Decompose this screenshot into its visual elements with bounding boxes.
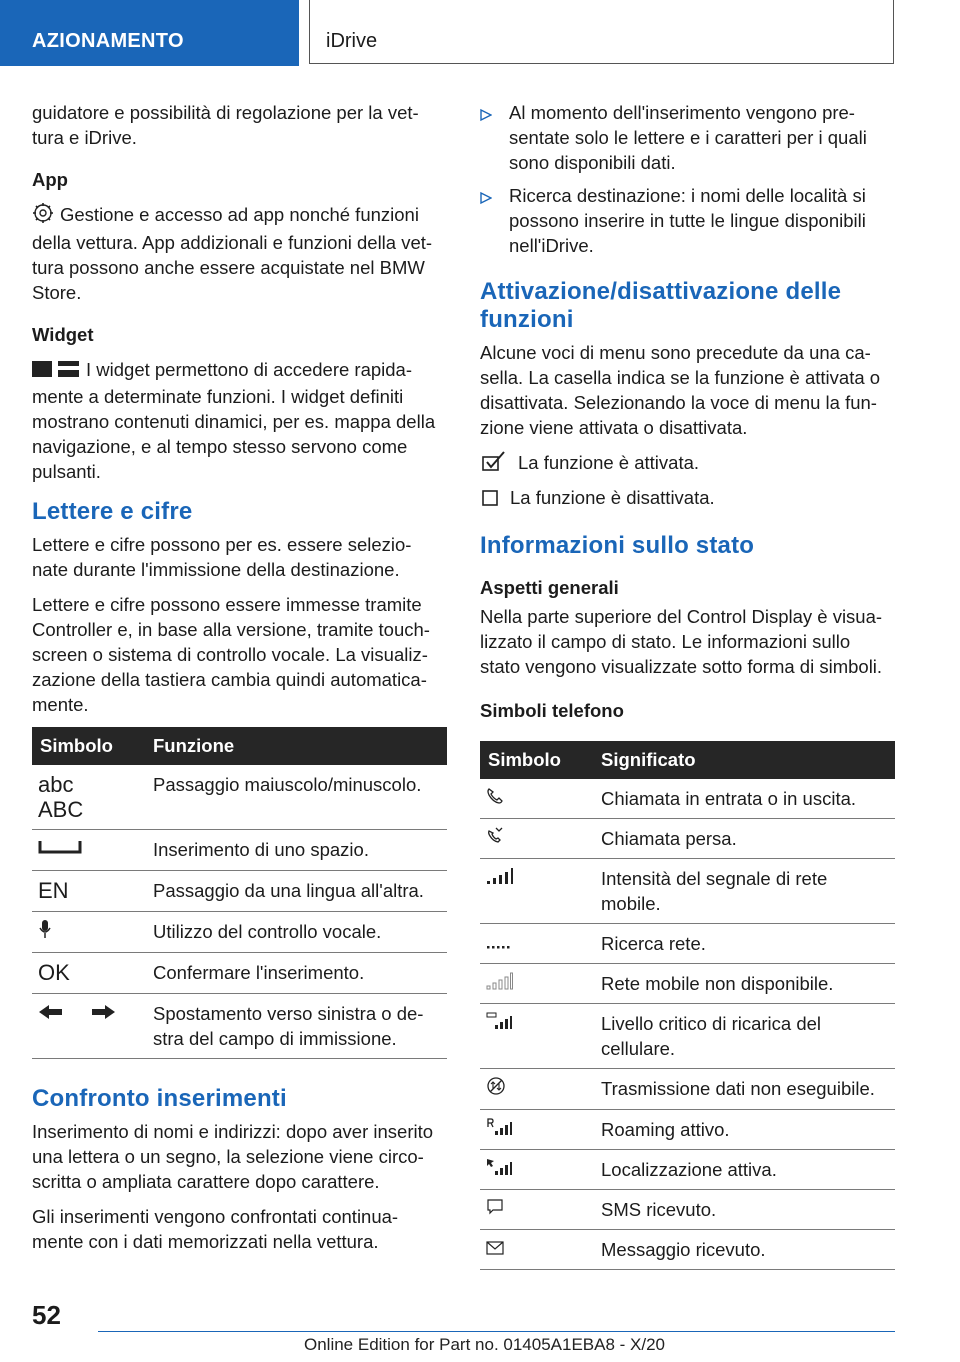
table-row (480, 1109, 895, 1149)
table-row (480, 1003, 895, 1068)
low-battery-icon (486, 1013, 514, 1034)
activation-paragraph: Alcune voci di menu sono precedute da una ca-sella. La casella indica se la funzione è attivata o disattivata. Selezionando la voce di menu la fun-zione viene attivata o disattivata. (480, 342, 881, 438)
symbol-cell (32, 829, 145, 870)
table-row (480, 963, 895, 1003)
triangle-bullet-icon (480, 186, 492, 211)
symbol-cell (480, 1149, 593, 1189)
symbol-ABC: ABC (38, 796, 84, 822)
function-cell: Spostamento verso sinistra o de-stra del campo di immissione. (145, 993, 447, 1058)
general-paragraph: Nella parte superiore del Control Display è visua-lizzato il campo di stato. Le informazioni sullo stato vengono visualizzate sotto forma di simboli. (480, 605, 883, 677)
arrows-icon (38, 1003, 116, 1024)
no-network-icon (486, 973, 514, 994)
table-row (480, 1189, 895, 1229)
unchecked-row (480, 485, 895, 512)
symbol-abc: abc (38, 771, 74, 797)
header-section-title: AZIONAMENTO (32, 30, 184, 52)
table-row (32, 993, 447, 1058)
function-cell: Passaggio da una lingua all'altra. (145, 870, 447, 911)
meaning-cell: Trasmissione dati non eseguibile. (593, 1068, 895, 1109)
symbol-cell (480, 858, 593, 923)
function-cell: Confermare l'inserimento. (145, 952, 447, 993)
general-title: Aspetti generali (480, 576, 619, 598)
table-row (480, 779, 895, 819)
letters-paragraph-1: Lettere e cifre possono per es. essere selezio-nate durante l'immissione della destinazione. (32, 533, 412, 580)
meaning-cell: Rete mobile non disponibile. (593, 963, 895, 1003)
page-number: 52 (32, 1300, 61, 1330)
signal-strength-icon (486, 868, 514, 889)
header-chapter-title: iDrive (326, 30, 378, 52)
function-cell: Inserimento di uno spazio. (145, 829, 447, 870)
app-paragraph (32, 202, 447, 305)
compare-paragraph-1: Inserimento di nomi e indirizzi: dopo aver inserito una lettera o un segno, la selezione viene circo-scritta o ampliata carattere dopo carattere. (32, 1120, 434, 1192)
no-data-icon (486, 1079, 506, 1100)
table-row (32, 870, 447, 911)
phone-symbols-title: Simboli telefono (480, 699, 624, 721)
checked-text: La funzione è attivata. (518, 452, 700, 473)
list-item (480, 183, 895, 258)
table-row (480, 1068, 895, 1109)
symbol-cell (480, 779, 593, 819)
meaning-cell: Messaggio ricevuto. (593, 1229, 895, 1269)
space-icon (38, 840, 82, 861)
meaning-cell: Livello critico di ricarica del cellulare. (593, 1003, 895, 1068)
footer-edition: Online Edition for Part no. 01405A1EBA8 - X/20 (304, 1335, 666, 1354)
symbol-cell (480, 818, 593, 858)
app-text: Gestione e accesso ad app nonché funzioni della vettura. App addizionali e funzioni della vet-tura possono anche essere acquistate nel BMW Store. (32, 204, 433, 304)
symbol-ok: OK (38, 959, 70, 985)
symbol-cell (480, 1229, 593, 1269)
table-row (480, 923, 895, 963)
header-section-tab (0, 0, 299, 66)
sms-icon (486, 1199, 504, 1220)
widget-title: Widget (32, 324, 94, 346)
widget-icon (32, 359, 80, 384)
triangle-bullet-icon (480, 103, 492, 128)
table-header (480, 741, 895, 779)
col-header-meaning: Significato (593, 741, 895, 779)
table-row (480, 858, 895, 923)
col-header-symbol: Simbolo (480, 741, 593, 779)
right-column (480, 100, 895, 1270)
symbol-cell (32, 952, 145, 993)
intro-paragraph: guidatore e possibilità di regolazione per la vet-tura e iDrive. (32, 102, 419, 148)
table-row (480, 1229, 895, 1269)
table-header (32, 727, 447, 765)
meaning-cell: Roaming attivo. (593, 1109, 895, 1149)
checkbox-unchecked-icon (482, 487, 498, 512)
network-search-icon (486, 933, 514, 954)
symbol-en: EN (38, 877, 69, 903)
meaning-cell: SMS ricevuto. (593, 1189, 895, 1229)
gear-icon (32, 202, 54, 230)
heading-activation: Attivazione/disattivazione delle funzioni (480, 278, 842, 333)
table-row (32, 952, 447, 993)
microphone-icon (38, 922, 52, 943)
heading-letters: Lettere e cifre (32, 497, 193, 525)
meaning-cell: Localizzazione attiva. (593, 1149, 895, 1189)
left-column (32, 100, 447, 1264)
function-cell: Utilizzo del controllo vocale. (145, 911, 447, 952)
missed-call-icon (486, 828, 504, 849)
function-cell: Passaggio maiuscolo/minuscolo. (145, 765, 447, 830)
table-row (32, 829, 447, 870)
phone-symbols-table (480, 741, 895, 1270)
symbol-cell (32, 765, 145, 830)
symbol-cell (480, 1189, 593, 1229)
header-chapter-box (309, 0, 894, 64)
checkbox-checked-icon (482, 451, 506, 477)
phone-icon (486, 788, 504, 809)
roaming-icon (486, 1119, 514, 1140)
location-icon (486, 1159, 514, 1180)
symbol-cell (480, 1068, 593, 1109)
symbol-cell (480, 1003, 593, 1068)
widget-paragraph (32, 357, 447, 484)
app-title: App (32, 169, 68, 190)
envelope-icon (486, 1239, 504, 1260)
table-row (480, 818, 895, 858)
table-row (32, 911, 447, 952)
col-header-function: Funzione (145, 727, 447, 765)
symbol-cell (480, 923, 593, 963)
symbol-cell (32, 993, 145, 1058)
letters-paragraph-2: Lettere e cifre possono essere immesse tramite Controller e, in base alla versione, tramite touch-screen o sistema di controllo vocale. La visualiz-zazione della tastiera cambia quindi automatica-mente. (32, 593, 430, 715)
bullet-text: Al momento dell'inserimento vengono pre-sentate solo le lettere e i caratteri per i quali sono disponibili dati. (509, 102, 867, 173)
col-header-symbol: Simbolo (32, 727, 145, 765)
input-symbols-table (32, 727, 447, 1059)
compare-paragraph-2: Gli inserimenti vengono confrontati continua-mente con i dati memorizzati nella vettura. (32, 1205, 399, 1252)
unchecked-text: La funzione è disattivata. (510, 487, 715, 509)
symbol-cell (480, 1109, 593, 1149)
checked-row (480, 450, 895, 477)
bullet-text: Ricerca destinazione: i nomi delle località si possono inserire in tutte le lingue disponibili nell'iDrive. (509, 185, 866, 256)
bullet-list (480, 100, 895, 258)
meaning-cell: Ricerca rete. (593, 923, 895, 963)
heading-status: Informazioni sullo stato (480, 531, 755, 559)
footer-divider (98, 1331, 895, 1332)
symbol-cell (32, 870, 145, 911)
meaning-cell: Chiamata in entrata o in uscita. (593, 779, 895, 819)
symbol-cell (32, 911, 145, 952)
meaning-cell: Chiamata persa. (593, 818, 895, 858)
table-row (480, 1149, 895, 1189)
meaning-cell: Intensità del segnale di rete mobile. (593, 858, 895, 923)
list-item (480, 100, 895, 175)
symbol-cell (480, 963, 593, 1003)
table-row (32, 765, 447, 830)
widget-text: I widget permettono di accedere rapida-mente a determinate funzioni. I widget definiti mostrano contenuti dinamici, per es. mappa della navigazione, e al tempo stesso servono come pulsanti. (32, 359, 436, 482)
heading-compare: Confronto inserimenti (32, 1084, 287, 1112)
